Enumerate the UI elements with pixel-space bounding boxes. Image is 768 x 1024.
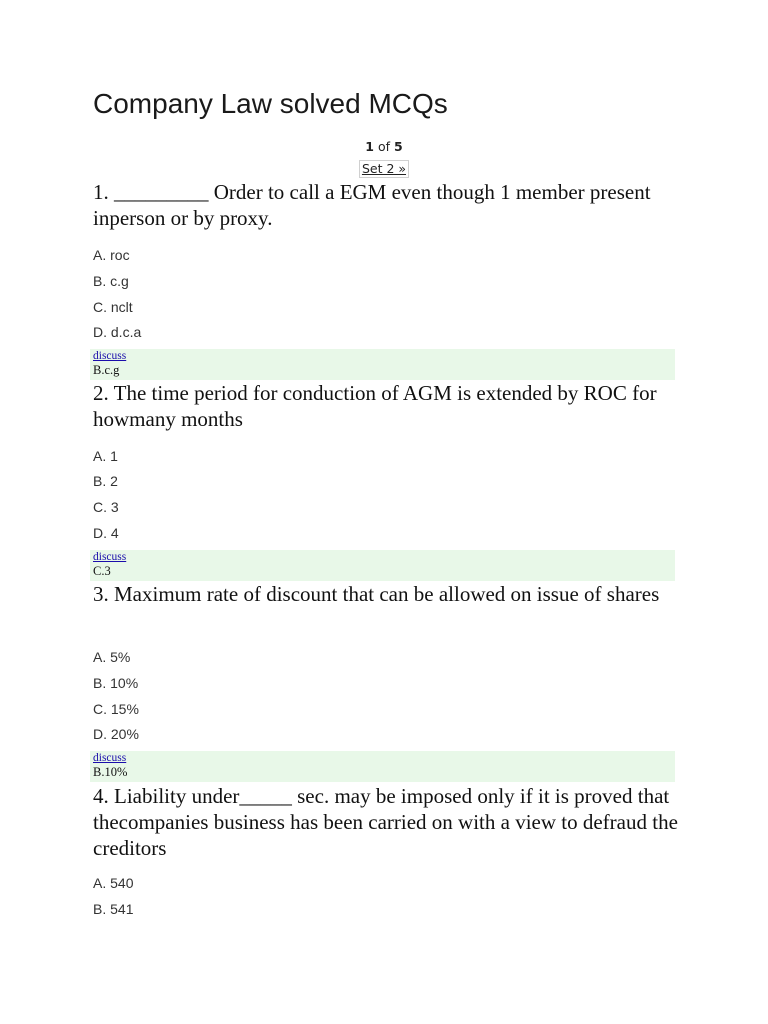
question-1: 1. _________ Order to call a EGM even though 1 member present inperson or by proxy. bbox=[93, 180, 651, 230]
question-2-option-c: C. 3 bbox=[93, 499, 119, 515]
question-4-option-a: A. 540 bbox=[93, 875, 134, 891]
question-3-option-b: B. 10% bbox=[93, 675, 139, 691]
question-1-answer-box bbox=[90, 349, 675, 380]
question-3-option-d: D. 20% bbox=[93, 726, 139, 742]
question-3: 3. Maximum rate of discount that can be allowed on issue of shares bbox=[93, 582, 660, 606]
next-set-container bbox=[0, 160, 768, 178]
question-4: 4. Liability under_____ sec. may be imposed only if it is proved that thecompanies business has been carried on with a view to defraud the creditors bbox=[93, 784, 678, 860]
current-page-number: 1 bbox=[365, 139, 374, 154]
of-label: of bbox=[377, 139, 391, 154]
page-counter bbox=[0, 139, 768, 154]
question-3-discuss-link[interactable]: discuss bbox=[93, 752, 127, 764]
question-2-answer: C.3 bbox=[93, 564, 111, 578]
question-2-answer-box bbox=[90, 550, 675, 581]
question-3-option-c: C. 15% bbox=[93, 701, 139, 717]
question-1-answer: B.c.g bbox=[93, 363, 120, 377]
total-pages-number: 5 bbox=[394, 139, 403, 154]
question-1-discuss-link[interactable]: discuss bbox=[93, 350, 127, 362]
question-1-option-a: A. roc bbox=[93, 247, 130, 263]
question-2-option-b: B. 2 bbox=[93, 473, 118, 489]
question-2-discuss-link[interactable]: discuss bbox=[93, 551, 127, 563]
question-3-answer: B.10% bbox=[93, 765, 128, 779]
page-title: Company Law solved MCQs bbox=[93, 88, 448, 119]
question-2-option-a: A. 1 bbox=[93, 448, 118, 464]
question-3-answer-box bbox=[90, 751, 675, 782]
next-set-link[interactable]: Set 2 » bbox=[359, 160, 409, 178]
question-2: 2. The time period for conduction of AGM is extended by ROC for howmany months bbox=[93, 381, 657, 431]
question-1-option-b: B. c.g bbox=[93, 273, 129, 289]
question-2-option-d: D. 4 bbox=[93, 525, 119, 541]
question-3-option-a: A. 5% bbox=[93, 649, 131, 665]
question-1-option-c: C. nclt bbox=[93, 299, 133, 315]
question-1-option-d: D. d.c.a bbox=[93, 324, 142, 340]
question-4-option-b: B. 541 bbox=[93, 901, 134, 917]
